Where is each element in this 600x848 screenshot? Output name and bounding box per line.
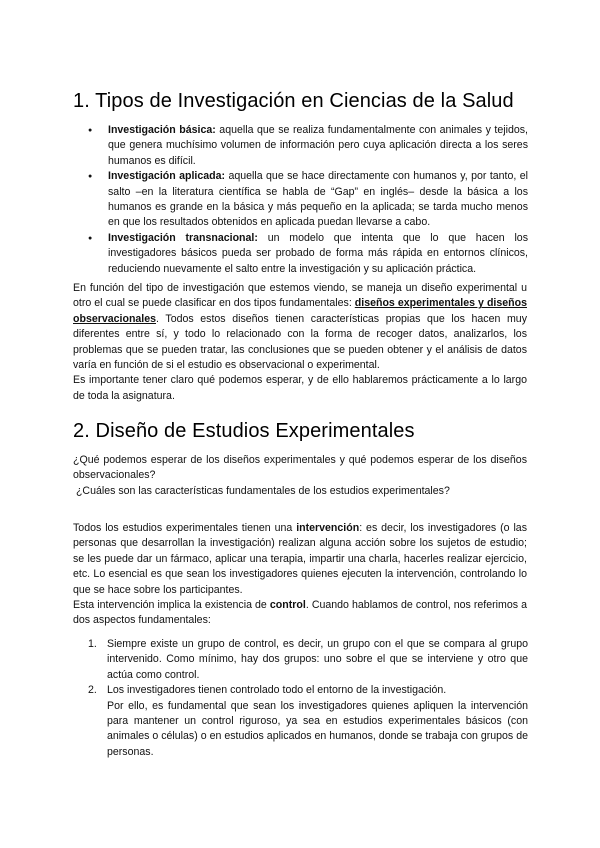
question: ¿Cuáles son las características fundamentales de los estudios experimentales?	[73, 484, 450, 497]
item-text: Los investigadores tienen controlado todo el entorno de la investigación.	[107, 684, 447, 697]
emphasis-text: control	[269, 599, 306, 612]
list-item	[88, 169, 528, 231]
list-number: 1.	[88, 638, 97, 650]
section-2-body	[73, 521, 527, 629]
bullet-term: Investigación básica:	[108, 124, 216, 136]
list-number: 2.	[88, 684, 97, 697]
item-extra-text: Por ello, es fundamental que sean los investigadores quienes apliquen la intervención para mantener un control riguroso, ya sea en estudios experimentales básicos (con animales o células) o en estudios aplicados en humanos, donde se trabaja con grupos de personas.	[107, 699, 528, 758]
paragraph-text: Esta intervención implica la existencia de	[73, 599, 270, 612]
list-item	[88, 637, 528, 683]
list-item	[88, 123, 528, 169]
paragraph-text: Todos los estudios experimentales tienen una	[73, 522, 297, 534]
paragraph-text: . Todos estos diseños tienen características propias que los hacen muy diferentes entre sí, y todo lo relacionado con la forma de recoger datos, analizarlos, los problemas que se pueden tratar, las conclusiones que se pueden obtener y el análisis de datos varía en función de si el estudio es observacional o experimental.	[73, 312, 527, 372]
bullet-text: un modelo que intenta que lo que hacen los investigadores básicos pueda ser probado de forma más rápida en entornos clínicos, reduciendo nuevamente el salto entre la investigación y su aplicación práctica.	[108, 231, 528, 275]
section-2-heading: 2. Diseño de Estudios Experimentales	[73, 420, 415, 442]
bullet-term: Investigación transnacional:	[108, 231, 258, 244]
emphasis-text: intervención	[296, 522, 360, 534]
paragraph	[73, 598, 527, 629]
bullet-term: Investigación aplicada:	[108, 170, 226, 183]
research-types-list	[88, 123, 528, 277]
paragraph	[73, 521, 527, 598]
paragraph-text: . Cuando hablamos de control, nos referimos a dos aspectos fundamentales:	[73, 599, 527, 627]
paragraph: Es importante tener claro qué podemos esperar, y de ello hablaremos prácticamente a lo largo de toda la asignatura.	[73, 374, 527, 402]
section-1-body	[73, 281, 527, 404]
list-item	[88, 683, 528, 760]
section-1-heading: 1. Tipos de Investigación en Ciencias de la Salud	[73, 90, 514, 112]
item-text: Siempre existe un grupo de control, es decir, un grupo con el que se compara al grupo intervenido. Como mínimo, hay dos grupos: uno sobre el que se interviene y otro que actúa como control.	[107, 638, 528, 681]
questions-block	[73, 453, 527, 499]
paragraph	[73, 281, 527, 373]
paragraph-text: : es decir, los investigadores (o las personas que desarrollan la investigación) realizan alguna acción sobre los sujetos de estudio; se les puede dar un fármaco, aplicar una terapia, impartir una charla, hacerles realizar ejercicio, etc. Lo esencial es que sean los investigadores quienes ejecuten la intervención, controlando lo que se hace sobre los participantes.	[73, 522, 527, 596]
bullet-text: aquella que se hace directamente con humanos y, por tanto, el salto –en la literatura científica se habla de “Gap” en inglés– desde la básica a los humanos es grande en la básica y más pequeño en la aplicada; se tarda mucho menos en que los resultados obtenidos en aplicada puedan llevarse a cabo.	[108, 170, 528, 229]
question: ¿Qué podemos esperar de los diseños experimentales y qué podemos esperar de los diseños observacionales?	[73, 454, 527, 482]
bullet-text: aquella que se realiza fundamentalmente con animales y tejidos, que genera muchísimo volumen de información pero cuya aplicación directa a los seres humanos es difícil.	[108, 124, 528, 167]
paragraph-text: En función del tipo de investigación que estemos viendo, se maneja un diseño experimental u otro el cual se puede clasificar en dos tipos fundamentales:	[73, 282, 527, 310]
emphasis-text: diseños experimentales y diseños observacionales	[73, 297, 527, 325]
list-item	[88, 231, 528, 277]
control-aspects-list	[88, 637, 528, 760]
